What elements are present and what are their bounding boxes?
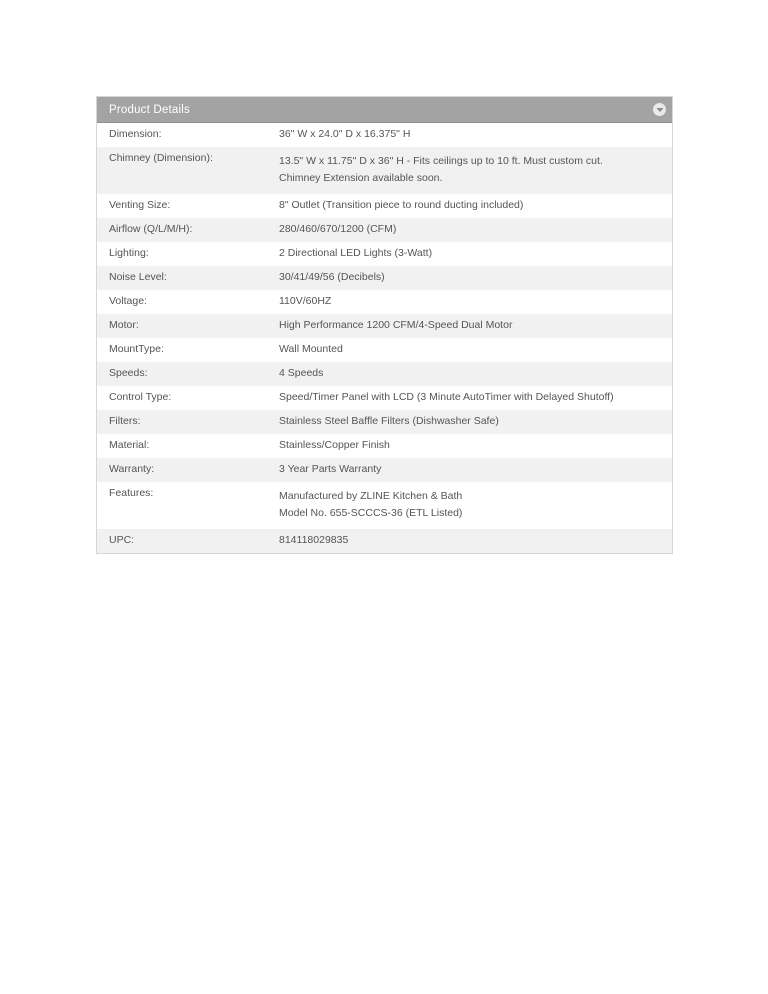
detail-row bbox=[97, 410, 672, 434]
detail-row bbox=[97, 314, 672, 338]
detail-value-line: High Performance 1200 CFM/4-Speed Dual Motor bbox=[279, 319, 513, 331]
detail-label: Speeds: bbox=[109, 367, 148, 379]
detail-label: Filters: bbox=[109, 415, 141, 427]
detail-row bbox=[97, 147, 672, 194]
product-details-panel bbox=[96, 96, 673, 554]
detail-label: Dimension: bbox=[109, 128, 162, 140]
detail-value-line: 3 Year Parts Warranty bbox=[279, 463, 382, 475]
detail-value bbox=[267, 482, 672, 529]
detail-value-line: Wall Mounted bbox=[279, 343, 343, 355]
detail-value-line: 110V/60HZ bbox=[279, 295, 332, 307]
detail-value-line: 13.5" W x 11.75" D x 36" H - Fits ceilings up to 10 ft. Must custom cut. bbox=[279, 155, 603, 167]
detail-value bbox=[267, 242, 672, 266]
detail-value-line: Stainless Steel Baffle Filters (Dishwasher Safe) bbox=[279, 415, 499, 427]
detail-label: Warranty: bbox=[109, 463, 155, 475]
panel-title: Product Details bbox=[109, 103, 190, 116]
detail-row bbox=[97, 242, 672, 266]
detail-row bbox=[97, 338, 672, 362]
detail-row bbox=[97, 434, 672, 458]
detail-row bbox=[97, 123, 672, 147]
detail-row bbox=[97, 386, 672, 410]
detail-row bbox=[97, 482, 672, 529]
detail-label: Motor: bbox=[109, 319, 139, 331]
detail-label: Venting Size: bbox=[109, 199, 171, 211]
detail-label: UPC: bbox=[109, 534, 135, 546]
detail-value bbox=[267, 386, 672, 410]
detail-value-line: 36" W x 24.0" D x 16.375" H bbox=[279, 128, 411, 140]
detail-value-line: 30/41/49/56 (Decibels) bbox=[279, 271, 385, 283]
detail-value-line: Stainless/Copper Finish bbox=[279, 439, 390, 451]
detail-value-line: Speed/Timer Panel with LCD (3 Minute AutoTimer with Delayed Shutoff) bbox=[279, 391, 614, 403]
detail-value-line: 2 Directional LED Lights (3-Watt) bbox=[279, 247, 433, 259]
detail-value bbox=[267, 362, 672, 386]
chevron-down-icon[interactable] bbox=[653, 103, 666, 116]
detail-value bbox=[267, 290, 672, 314]
detail-label: MountType: bbox=[109, 343, 164, 355]
detail-value bbox=[267, 123, 672, 147]
detail-value-line: 4 Speeds bbox=[279, 367, 324, 379]
detail-value bbox=[267, 194, 672, 218]
detail-label: Voltage: bbox=[109, 295, 147, 307]
detail-value-line: Chimney Extension available soon. bbox=[279, 172, 443, 184]
detail-label: Control Type: bbox=[109, 391, 172, 403]
detail-value bbox=[267, 458, 672, 482]
detail-label: Lighting: bbox=[109, 247, 149, 259]
detail-value-line: 814118029835 bbox=[279, 534, 349, 546]
detail-value-line: Manufactured by ZLINE Kitchen & Bath bbox=[279, 490, 463, 502]
detail-row bbox=[97, 266, 672, 290]
detail-row bbox=[97, 529, 672, 553]
detail-row bbox=[97, 362, 672, 386]
detail-row bbox=[97, 458, 672, 482]
details-table bbox=[97, 123, 672, 553]
detail-value bbox=[267, 218, 672, 242]
panel-header[interactable] bbox=[97, 97, 672, 123]
detail-value bbox=[267, 266, 672, 290]
detail-value-line: 8" Outlet (Transition piece to round ducting included) bbox=[279, 199, 524, 211]
detail-label: Noise Level: bbox=[109, 271, 167, 283]
detail-label: Material: bbox=[109, 439, 150, 451]
detail-value bbox=[267, 434, 672, 458]
detail-value-line: Model No. 655-SCCCS-36 (ETL Listed) bbox=[279, 507, 463, 519]
detail-label: Airflow (Q/L/M/H): bbox=[109, 223, 193, 235]
detail-row bbox=[97, 290, 672, 314]
detail-value bbox=[267, 314, 672, 338]
detail-value bbox=[267, 410, 672, 434]
detail-value-line: 280/460/670/1200 (CFM) bbox=[279, 223, 397, 235]
detail-label: Chimney (Dimension): bbox=[109, 152, 213, 164]
detail-label: Features: bbox=[109, 487, 154, 499]
detail-value bbox=[267, 338, 672, 362]
detail-value bbox=[267, 529, 672, 553]
detail-row bbox=[97, 218, 672, 242]
detail-row bbox=[97, 194, 672, 218]
detail-value bbox=[267, 147, 672, 194]
